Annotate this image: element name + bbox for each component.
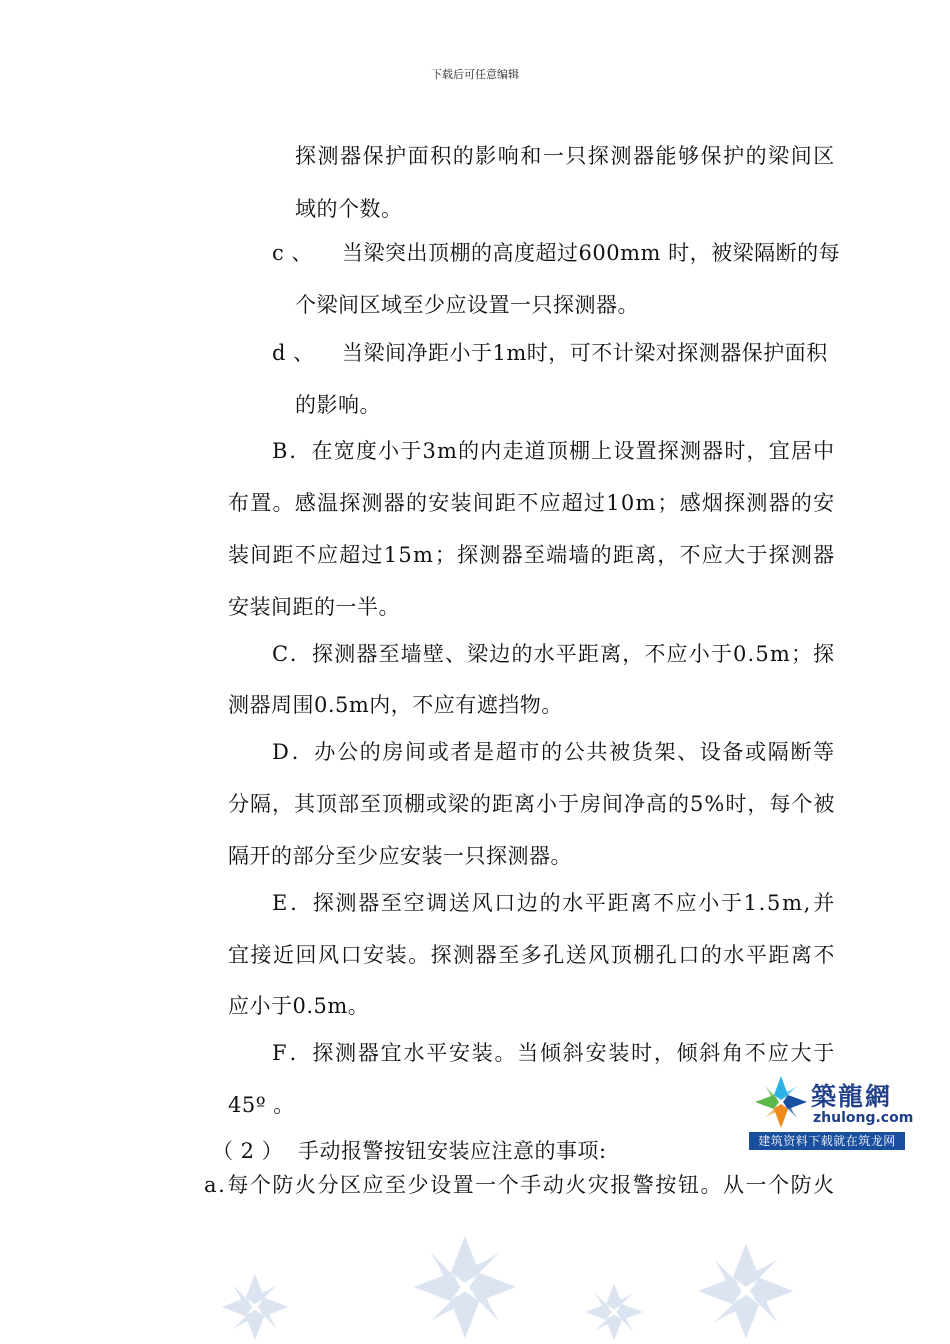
logo-name: 築龍網 [811,1082,893,1111]
paragraph-line: 探 测 器 保 护 面 积 的 影 响 和 一 只 探 测 器 能 够 保 护 的 梁 间 区 [295,144,835,168]
watermark-flower-icon [690,1238,802,1344]
paragraph-B-line: 安装间距的一半。 [228,595,400,619]
logo-banner: 建筑资料下载就在筑龙网 [749,1132,905,1150]
item-d-label: d 、 [272,341,315,365]
watermark-flower-icon [578,1280,650,1344]
section-2-title: 手动报警按钮安装应注意的事项: [298,1139,607,1163]
paragraph-C-line: C ． 探 测 器 至 墙 壁 、 梁 边 的 水 平 距 离 ， 不 应 小 于 0 . 5 m ； 探 [272,642,835,666]
paragraph-line: 个梁间区域至少应设置一只探测器。 [295,293,639,317]
section-2-label: （ 2 ） [212,1139,284,1163]
paragraph-E-line: E ． 探 测 器 至 空 调 送 风 口 边 的 水 平 距 离 不 应 小 于 1 . 5 m , 并 [272,891,835,915]
logo-url: zhulong.com [813,1110,914,1126]
paragraph-D-line: 隔开的部分至少应安装一只探测器。 [228,844,572,868]
section-2-heading [212,1138,607,1164]
paragraph-F-line: F ． 探 测 器 宜 水 平 安 装 。 当 倾 斜 安 装 时 ， 倾 斜 角 不 应 大 于 [272,1041,835,1065]
paragraph-B-line: 装 间 距 不 应 超 过 1 5 m ； 探 测 器 至 端 墙 的 距 离 ， 不 应 大 于 探 测 器 [228,543,835,567]
zhulong-logo-icon [751,1072,811,1132]
item-c-text: 当梁突出顶棚的高度超过600mm 时，被梁隔断的每 [342,241,841,265]
watermark-flower-icon [405,1230,525,1344]
item-d [272,340,835,366]
paragraph-D-line: D ． 办 公 的 房 间 或 者 是 超 市 的 公 共 被 货 架 、 设 备 或 隔 断 等 [272,740,835,764]
paragraph-E-line: 应小于0.5m。 [228,994,370,1018]
zhulong-logo [749,1072,914,1152]
paragraph-E-line: 宜 接 近 回 风 口 安 装 。 探 测 器 至 多 孔 送 风 顶 棚 孔 口 的 水 平 距 离 不 [228,943,835,967]
paragraph-line: 域的个数。 [295,197,403,221]
paragraph-F-line: 45º 。 [228,1093,295,1117]
paragraph-D-line: 分 隔 ， 其 顶 部 至 顶 棚 或 梁 的 距 离 小 于 房 间 净 高 的 5 % 时 ， 每 个 被 [228,792,835,816]
paragraph-B-line: B ． 在 宽 度 小 于 3 m 的 内 走 道 顶 棚 上 设 置 探 测 器 时 ， 宜 居 中 [272,439,835,463]
item-d-text: 当梁间净距小于1m时，可不计梁对探测器保护面积 [342,341,828,365]
paragraph-B-line: 布 置 。 感 温 探 测 器 的 安 装 间 距 不 应 超 过 1 0 m ； 感 烟 探 测 器 的 安 [228,491,835,515]
page-header-note: 下载后可任意编辑 [431,68,519,81]
paragraph-line: 的影响。 [295,393,381,417]
item-a-line: a . 每 个 防 火 分 区 应 至 少 设 置 一 个 手 动 火 灾 报 警 按 钮 。 从 一 个 防 火 [204,1173,835,1197]
item-c [272,240,841,266]
item-c-label: c 、 [272,241,313,265]
paragraph-C-line: 测器周围0.5m内，不应有遮挡物。 [228,693,563,717]
watermark-flower-icon [215,1270,295,1344]
